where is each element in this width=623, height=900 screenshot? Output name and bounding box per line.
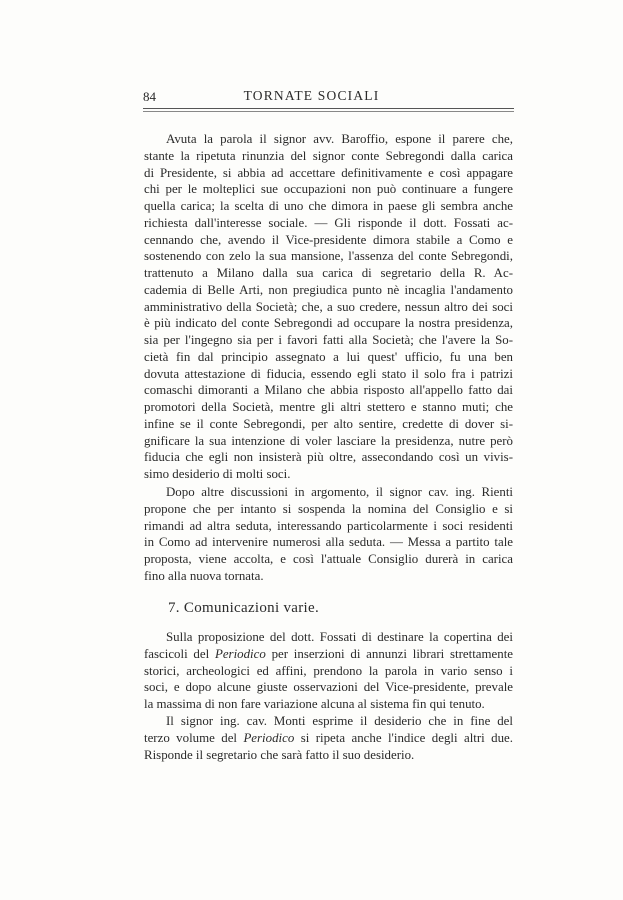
text-line: chi per le molteplici sue occupazioni non può continuare a fungere xyxy=(144,182,513,197)
running-title: TORNATE SOCIALI xyxy=(243,88,380,103)
text-line: propone che per intanto si sospenda la nomina del Consiglio e si xyxy=(144,501,513,516)
italic-title: Periodico xyxy=(214,646,266,661)
text-line: la massima di non fare variazione alcuna al sistema fin qui tenuto. xyxy=(144,697,485,711)
text-line: cennando che, avendo il Vice-presidente dimora stabile a Como e xyxy=(144,232,513,247)
text-line: sostenendo con zelo la sua mansione, l'assenza del conte Sebregondi, xyxy=(144,249,513,264)
text-line: Sulla proposizione del dott. Fossati di destinare la copertina dei xyxy=(166,630,513,644)
text-line: Avuta la parola il signor avv. Baroffio, espone il parere che, xyxy=(166,132,513,146)
text-line: fascicoli del Periodico per inserzioni di annunzi librari strettamente xyxy=(144,646,514,661)
text-line: fino alla nuova tornata. xyxy=(144,568,264,583)
section-heading: 7. Comunicazioni varie. xyxy=(168,600,320,616)
text-line: gnificare la sua intenzione di voler lasciare la presidenza, nutre però xyxy=(144,433,513,448)
text-line: quella carica; la scelta di uno che dimora in paese gli sembra anche xyxy=(144,199,513,213)
text-line: rimandi ad altra seduta, interessando particolarmente i soci residenti xyxy=(144,518,513,533)
text-line: proposta, viene accolta, e così l'attuale Consiglio durerà in carica xyxy=(144,552,513,566)
text-line: è più indicato del conte Sebregondi ad occupare la nostra presidenza, xyxy=(144,316,513,331)
text-line: dovuta attestazione di fiducia, essendo egli stato il solo fra i patrizi xyxy=(144,366,513,381)
italic-title: Periodico xyxy=(243,730,295,745)
text-line: sia per l'ingegno sia per i favori fatti alla Società; che l'avere la So- xyxy=(144,333,513,347)
text-line: Risponde il segretario che sarà fatto il suo desiderio. xyxy=(144,747,415,762)
text-line: comaschi dimoranti a Milano che abbia risposto all'appello fatto dai xyxy=(144,383,513,398)
text-line: simo desiderio di molti soci. xyxy=(144,467,291,481)
text-line: stante la ripetuta rinunzia del signor conte Sebregondi dalla carica xyxy=(144,148,513,163)
text-line: cademia di Belle Arti, non pregiudica punto nè incaglia l'andamento xyxy=(144,282,513,297)
text-line: infine se il conte Sebregondi, per alto sentire, credette di dover si- xyxy=(144,416,513,431)
text-line: di Presidente, si abbia ad accettare definitivamente e così appagare xyxy=(144,165,513,180)
text-line: terzo volume del Periodico si ripeta anche l'indice degli altri due. xyxy=(144,730,513,745)
text-line: trattenuto a Milano dalla sua carica di segretario della R. Ac- xyxy=(144,266,513,280)
text-line: in Como ad intervenire numerosi alla seduta. — Messa a partito tale xyxy=(144,535,513,550)
text-line: soci, e dopo alcune giuste osservazioni del Vice-presidente, prevale xyxy=(144,680,513,695)
text-line: Il signor ing. cav. Monti esprime il desiderio che in fine del xyxy=(166,714,513,728)
text-line: Dopo altre discussioni in argomento, il signor cav. ing. Rienti xyxy=(166,485,513,499)
page-number: 84 xyxy=(143,89,156,104)
text-line: richiesta dall'interesse sociale. — Gli risponde il dott. Fossati ac- xyxy=(144,215,513,230)
text-line: cietà fin dal principio assegnato a lui quest' ufficio, fu una ben xyxy=(144,349,513,364)
text-line: fiducia che egli non insisterà più oltre, assecondando così un vivis- xyxy=(144,450,513,465)
header-rule xyxy=(143,108,514,112)
text-line: amministrativo della Società; che, a suo credere, nessun altro dei soci xyxy=(144,299,513,314)
text-line: promotori della Società, mentre gli altri stettero e stanno muti; che xyxy=(144,400,513,414)
text-line: storici, archeologici ed affini, prendono la parola in vario senso i xyxy=(144,663,513,678)
